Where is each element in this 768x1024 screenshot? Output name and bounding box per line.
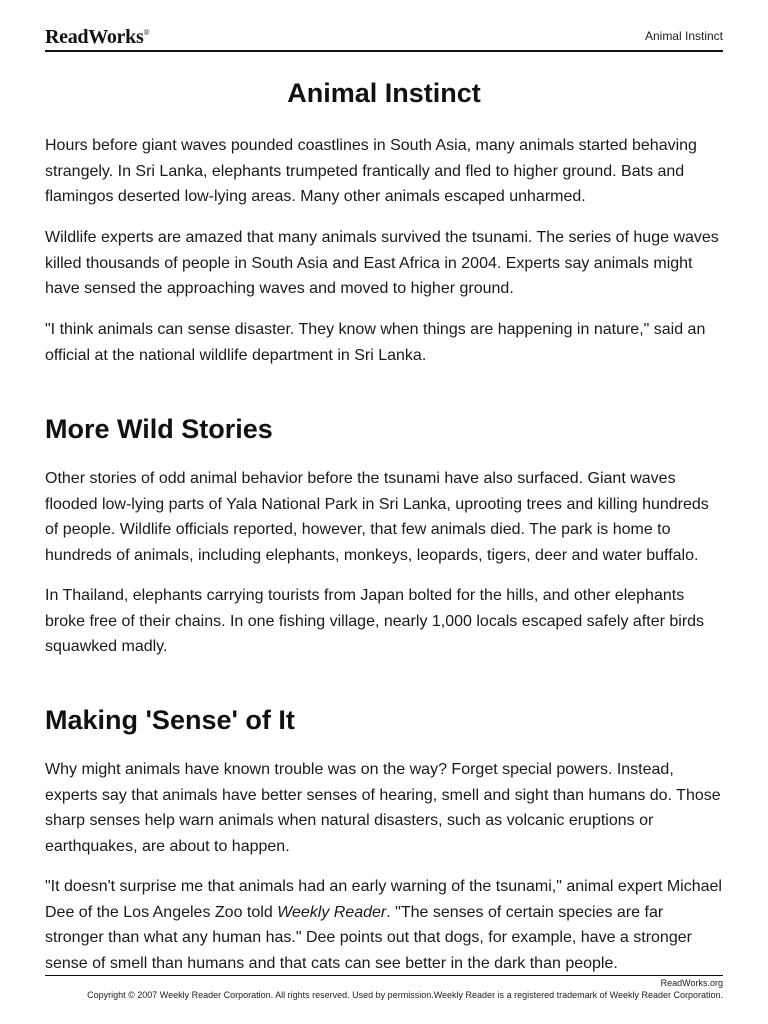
intro-block-3 (45, 317, 723, 368)
intro-block-2 (45, 225, 723, 302)
footer-divider (45, 975, 723, 976)
article-title: Animal Instinct (287, 78, 481, 108)
intro-paragraph-1: Hours before giant waves pounded coastlines in South Asia, many animals started behaving strangely. In Sri Lanka, elephants trumpeted frantically and fled to higher ground. Bats and flamingos deserted low-lying areas. Many other animals escaped unharmed. (45, 137, 697, 205)
document-page (45, 0, 723, 1024)
section2-block-1 (45, 757, 723, 859)
intro-paragraph-3: "I think animals can sense disaster. They know when things are happening in nature," said an official at the national wildlife department in Sri Lanka. (45, 321, 706, 364)
section-more-wild-stories (45, 414, 723, 445)
footer-site: ReadWorks.org (660, 978, 723, 988)
publication-name: Weekly Reader (277, 903, 387, 921)
section-making-sense (45, 705, 723, 736)
intro-paragraph-2: Wildlife experts are amazed that many animals survived the tsunami. The series of huge waves killed thousands of people in South Asia and East Africa in 2004. Experts say animals might have sensed the approaching waves and moved to higher ground. (45, 229, 719, 297)
intro-block (45, 133, 723, 210)
section-heading: Making 'Sense' of It (45, 705, 295, 735)
section2-paragraph-1: Why might animals have known trouble was on the way? Forget special powers. Instead, experts say that animals have better senses of hearing, smell and sight than humans do. Those sharp senses help warn animals when natural disasters, such as volcanic eruptions or earthquakes, are about to happen. (45, 761, 721, 855)
section-heading: More Wild Stories (45, 414, 273, 444)
footer-copyright: Copyright © 2007 Weekly Reader Corporation. All rights reserved. Used by permission.Weekly Reader is a registered trademark of Weekly Reader Corporation. (87, 990, 723, 1000)
section2-paragraph-2: "It doesn't surprise me that animals had an early warning of the tsunami," animal expert Michael Dee of the Los Angeles Zoo told Weekly Reader. "The senses of certain species are far stronger than what any human has." Dee points out that dogs, for example, have a stronger sense of smell than humans and that cats can see better in the dark than people. (45, 878, 722, 972)
section1-paragraph-1: Other stories of odd animal behavior before the tsunami have also surfaced. Giant waves flooded low-lying parts of Yala National Park in Sri Lanka, uprooting trees and killing hundreds of people. Wildlife officials reported, however, that few animals died. The park is home to hundreds of animals, including elephants, monkeys, leopards, tigers, deer and water buffalo. (45, 470, 709, 564)
section1-block-1 (45, 466, 723, 568)
header-document-title: Animal Instinct (644, 29, 723, 43)
section1-block-2 (45, 583, 723, 660)
section2-block-2 (45, 874, 723, 976)
readworks-logo: ReadWorks® (45, 26, 150, 48)
page-header (45, 24, 723, 52)
section1-paragraph-2: In Thailand, elephants carrying tourists from Japan bolted for the hills, and other elephants broke free of their chains. In one fishing village, nearly 1,000 locals escaped safely after birds squawked madly. (45, 587, 705, 655)
